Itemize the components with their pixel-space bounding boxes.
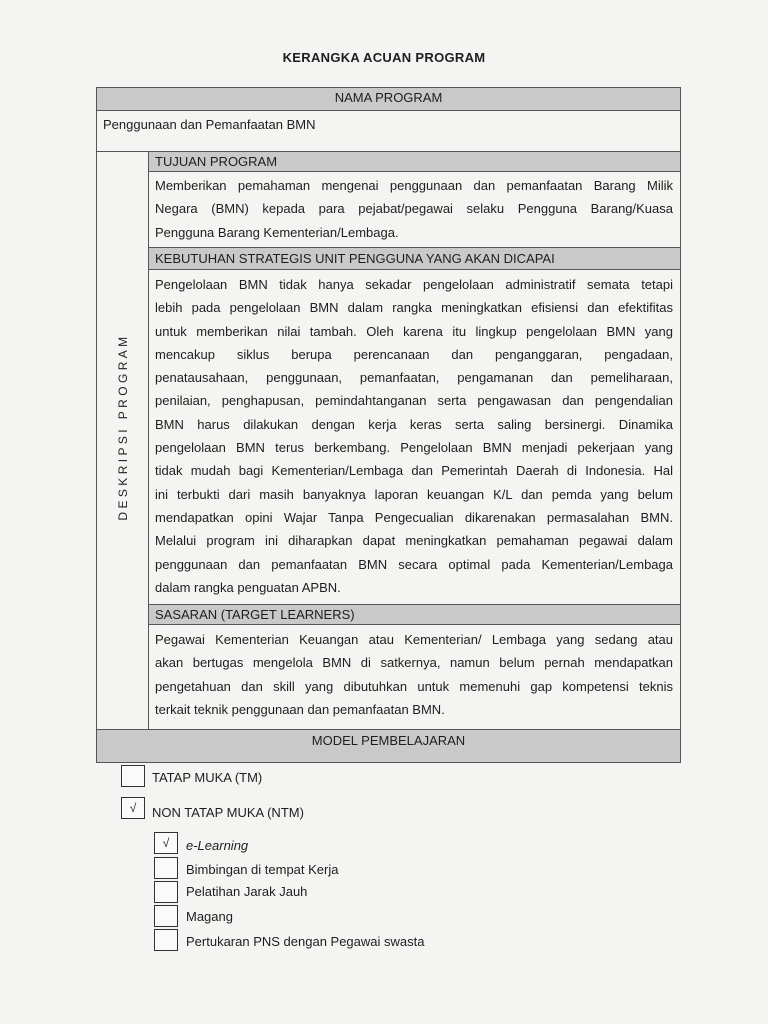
nama-program-value: Penggunaan dan Pemanfaatan BMN	[103, 117, 316, 132]
text-line: tidak mudah bagi Kementerian/Lembaga dan Pemerintah Daerah di Indonesia. Hal	[155, 463, 673, 479]
text-line: dalam rangka penguatan APBN.	[155, 579, 341, 595]
tujuan-header: TUJUAN PROGRAM	[149, 152, 680, 172]
text-line: lebih pada pengelolaan BMN dalam rangka meningkatkan efisiensi dan efektifitas	[155, 300, 673, 316]
elearning-label: e-Learning	[186, 838, 249, 853]
bimbingan-label: Bimbingan di tempat Kerja	[186, 862, 339, 877]
text-line: Negara (BMN) kepada para pejabat/pegawai selaku Pengguna Barang/Kuasa	[155, 201, 673, 217]
pjj-checkbox[interactable]	[154, 881, 178, 903]
text-line: Memberikan pemahaman mengenai penggunaan dan pemanfaatan Barang Milik	[155, 178, 673, 193]
elearning-checkbox[interactable]: √	[154, 832, 178, 854]
text-line: terkait teknik penggunaan dan pemanfaatan BMN.	[155, 702, 445, 718]
tujuan-text	[155, 174, 673, 244]
magang-checkbox[interactable]	[154, 905, 178, 927]
text-line: BMN harus dilakukan dengan kerja keras serta saling bersinergi. Dinamika	[155, 416, 673, 432]
text-line: untuk memberikan nilai tambah. Oleh karena itu lingkup pengelolaan BMN yang	[155, 323, 673, 339]
sasaran-text	[155, 628, 673, 722]
kebutuhan-text	[155, 273, 673, 599]
deskripsi-sidebar	[97, 151, 149, 729]
pertukaran-label: Pertukaran PNS dengan Pegawai swasta	[186, 934, 425, 949]
text-line: Pegawai Kementerian Keuangan atau Kementerian/ Lembaga yang sedang atau	[155, 632, 673, 647]
tatap-muka-checkbox[interactable]	[121, 765, 145, 787]
bimbingan-checkbox[interactable]	[154, 857, 178, 879]
program-table	[96, 87, 681, 763]
model-header: MODEL PEMBELAJARAN	[97, 730, 680, 763]
text-line: ini terbukti dari masih banyaknya laporan keuangan K/L dan pemda yang belum	[155, 486, 673, 502]
text-line: mendapatkan opini Wajar Tanpa Pengecualian dikarenakan permasalahan BMN.	[155, 509, 673, 525]
magang-label: Magang	[186, 909, 233, 924]
pjj-label: Pelatihan Jarak Jauh	[186, 884, 308, 899]
nama-program-header: NAMA PROGRAM	[97, 88, 680, 111]
kebutuhan-header: KEBUTUHAN STRATEGIS UNIT PENGGUNA YANG AKAN DICAPAI	[149, 248, 680, 270]
text-line: penatausahaan, penggunaan, pemanfaatan, pengamanan dan pemeliharaan,	[155, 370, 673, 386]
text-line: penggunaan dan pemanfaatan BMN secara optimal pada Kementerian/Lembaga	[155, 556, 673, 572]
text-line: pengetahuan dan skill yang dibutuhkan untuk memenuhi gap kompetensi teknis	[155, 678, 673, 694]
sasaran-header: SASARAN (TARGET LEARNERS)	[149, 605, 680, 625]
page-title: KERANGKA ACUAN PROGRAM	[282, 50, 486, 65]
text-line: pengelolaan BMN terus berkembang. Pengelolaan BMN menjadi pekerjaan yang	[155, 440, 673, 456]
deskripsi-program-label: DESKRIPSI PROGRAM	[116, 333, 130, 521]
non-tatap-muka-label: NON TATAP MUKA (NTM)	[152, 805, 304, 820]
text-line: mencakup siklus berupa perencanaan dan penganggaran, pengadaan,	[155, 346, 673, 362]
text-line: Pengelolaan BMN tidak hanya sekadar pengelolaan administratif semata tetapi	[155, 277, 673, 292]
text-line: Melalui program ini diharapkan dapat meningkatkan pemahaman pegawai dalam	[155, 533, 673, 549]
text-line: akan bertugas mengelola BMN di satkernya, namun belum pernah mendapatkan	[155, 655, 673, 671]
non-tatap-muka-checkbox[interactable]: √	[121, 797, 145, 819]
tatap-muka-label: TATAP MUKA (TM)	[152, 770, 263, 785]
text-line: Pengguna Barang Kementerian/Lembaga.	[155, 224, 399, 240]
text-line: penilaian, penghapusan, pemindahtanganan serta pengawasan dan pengendalian	[155, 393, 673, 409]
pertukaran-checkbox[interactable]	[154, 929, 178, 951]
